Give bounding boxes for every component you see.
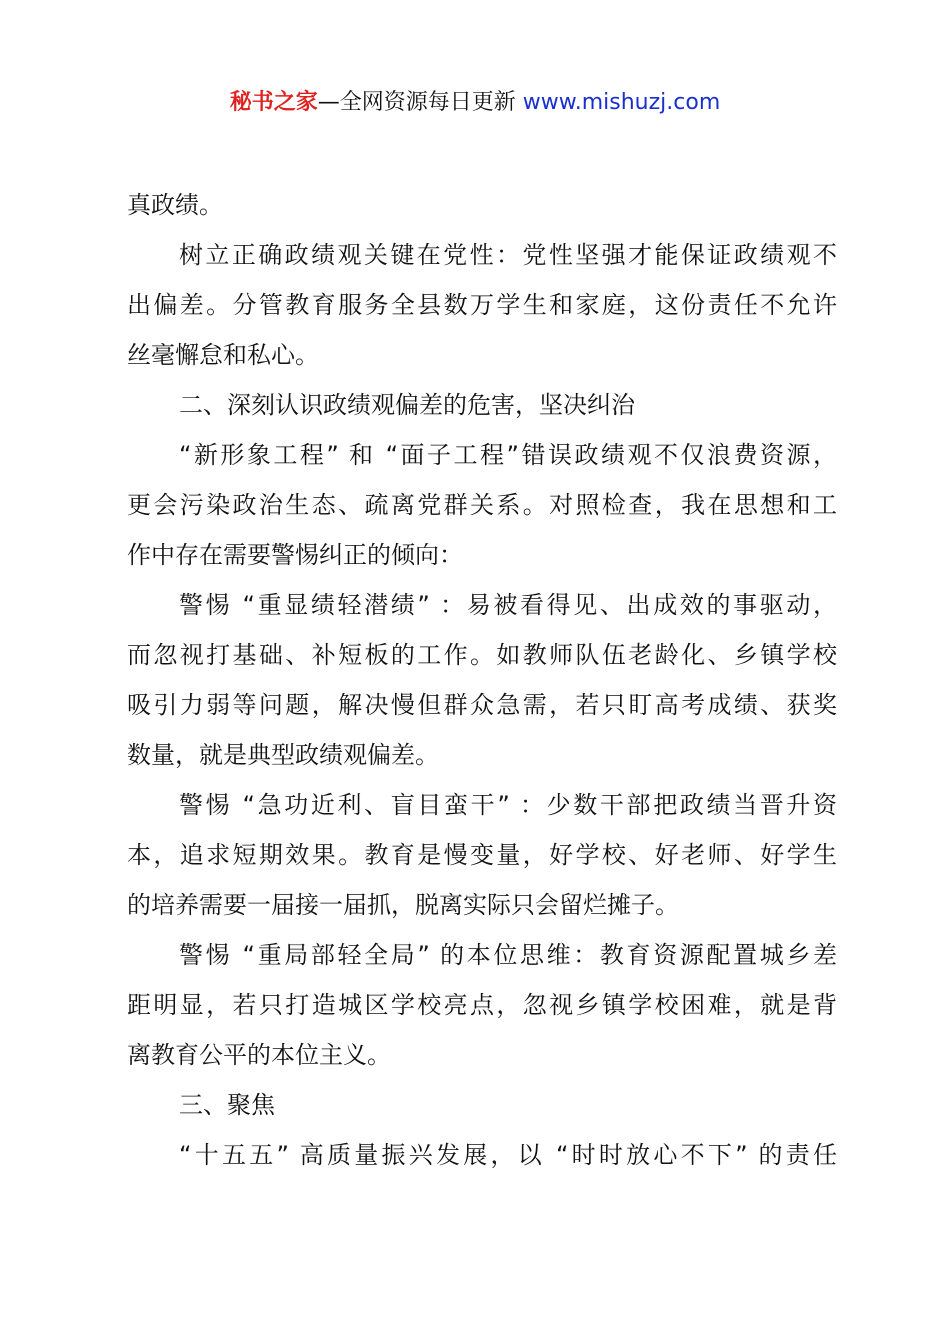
text-line: 吸引力弱等问题，解决慢但群众急需，若只盯高考成绩、获奖 (127, 691, 837, 719)
paragraph-line: “十五五” 高质量振兴发展，以 “时时放心不下” 的责任 (179, 1141, 837, 1169)
text-line: 数量，就是典型政绩观偏差。 (127, 741, 439, 769)
paragraph-line: 树立正确政绩观关键在党性：党性坚强才能保证政绩观不 (179, 241, 837, 269)
text-line: 本，追求短期效果。教育是慢变量，好学校、好老师、好学生 (127, 841, 837, 869)
section-heading: 三、聚焦 (179, 1091, 275, 1119)
text-line: 丝毫懈怠和私心。 (127, 341, 319, 369)
text-line: 作中存在需要警惕纠正的倾向： (127, 541, 463, 569)
text-line: 更会污染政治生态、疏离党群关系。对照检查，我在思想和工 (127, 491, 837, 519)
document-body (127, 180, 837, 1180)
site-brand: 秘书之家 (229, 90, 318, 115)
text-line: 离教育公平的本位主义。 (127, 1041, 391, 1069)
paragraph-line: “新形象工程” 和 “面子工程”错误政绩观不仅浪费资源， (179, 441, 837, 469)
paragraph-line: 警惕 “重显绩轻潜绩” ：易被看得见、出成效的事驱动， (179, 591, 837, 619)
site-tagline: —全网资源每日更新 (317, 90, 523, 115)
text-line: 出偏差。分管教育服务全县数万学生和家庭，这份责任不允许 (127, 291, 837, 319)
paragraph-line: 警惕 “急功近利、盲目蛮干” ：少数干部把政绩当晋升资 (179, 791, 837, 819)
paragraph-line: 警惕 “重局部轻全局” 的本位思维：教育资源配置城乡差 (179, 941, 837, 969)
page-header (0, 86, 950, 120)
section-heading: 二、深刻认识政绩观偏差的危害，坚决纠治 (179, 391, 635, 419)
text-line: 而忽视打基础、补短板的工作。如教师队伍老龄化、乡镇学校 (127, 641, 837, 669)
text-line: 真政绩。 (127, 191, 223, 219)
site-url[interactable]: www.mishuzj.com (522, 90, 721, 115)
text-line: 距明显，若只打造城区学校亮点，忽视乡镇学校困难，就是背 (127, 991, 837, 1019)
text-line: 的培养需要一届接一届抓，脱离实际只会留烂摊子。 (127, 891, 679, 919)
